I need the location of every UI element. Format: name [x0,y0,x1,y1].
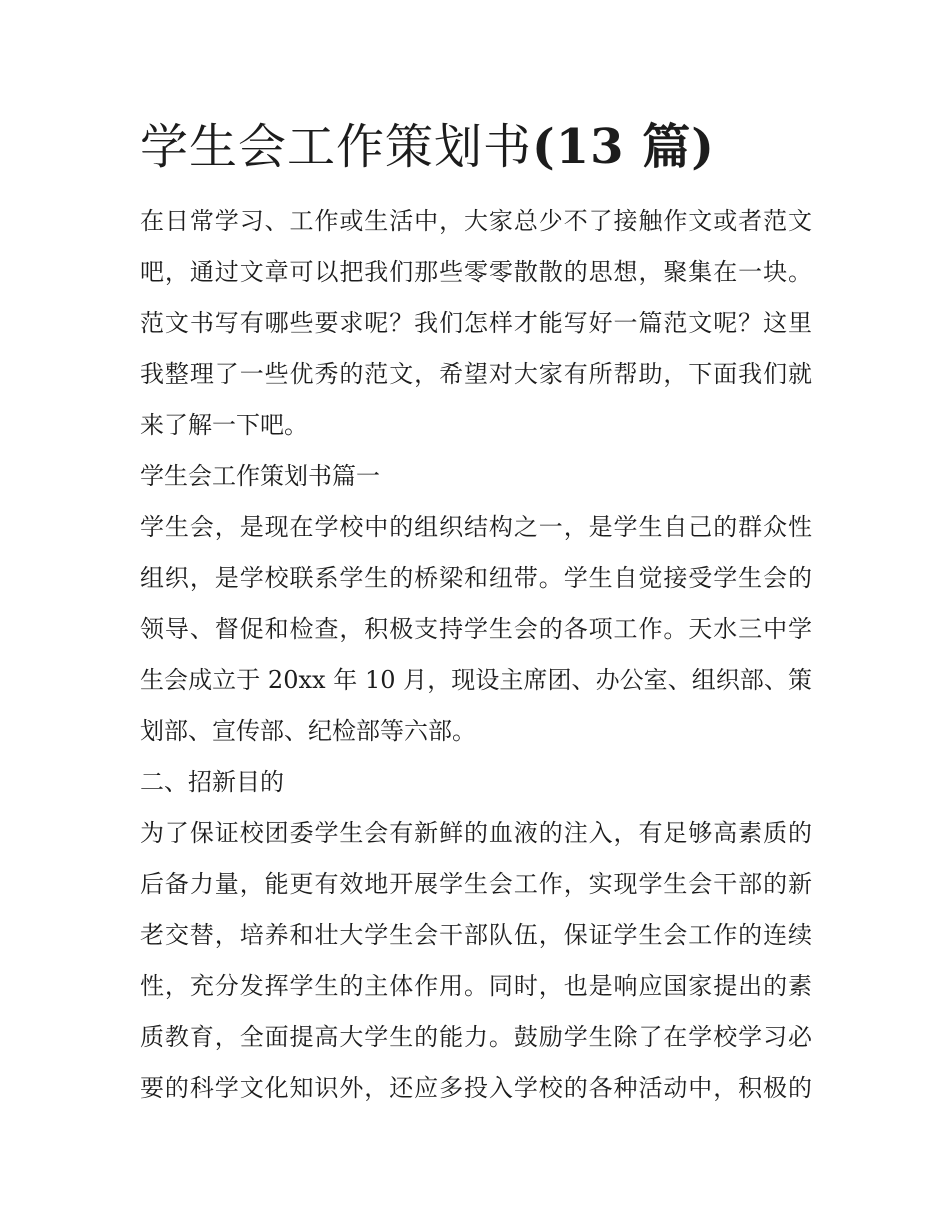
paragraph-line: 学生会，是现在学校中的组织结构之一，是学生自己的群众性 [140,513,812,541]
paragraph-line: 我整理了一些优秀的范文，希望对大家有所帮助，下面我们就 [140,360,812,388]
paragraph-line: 划部、宣传部、纪检部等六部。 [140,717,476,745]
title-main: 学生会工作策划书 [140,119,533,175]
paragraph-line: 学生会工作策划书篇一 [140,462,380,490]
paragraph-line: 范文书写有哪些要求呢？我们怎样才能写好一篇范文呢？这里 [140,309,812,337]
paragraph-line: 组织，是学校联系学生的桥梁和纽带。学生自觉接受学生会的 [140,564,812,592]
paragraph-line: 质教育，全面提高大学生的能力。鼓励学生除了在学校学习必 [140,1023,812,1051]
title-suffix: (13 篇) [532,119,715,175]
page-title [140,116,715,178]
paragraph-line: 吧，通过文章可以把我们那些零零散散的思想，聚集在一块。 [140,258,812,286]
paragraph-line: 领导、督促和检查，积极支持学生会的各项工作。天水三中学 [140,615,812,643]
paragraph-line: 要的科学文化知识外，还应多投入学校的各种活动中，积极的 [140,1074,812,1102]
document-body [140,196,812,1114]
paragraph-line: 为了保证校团委学生会有新鲜的血液的注入，有足够高素质的 [140,819,812,847]
paragraph-line: 后备力量，能更有效地开展学生会工作，实现学生会干部的新 [140,870,812,898]
paragraph-line: 老交替，培养和壮大学生会干部队伍，保证学生会工作的连续 [140,921,812,949]
paragraph-line: 性，充分发挥学生的主体作用。同时，也是响应国家提出的素 [140,972,812,1000]
paragraph-line: 生会成立于 20xx 年 10 月，现设主席团、办公室、组织部、策 [140,666,812,694]
paragraph-line: 二、招新目的 [140,768,284,796]
paragraph-line: 来了解一下吧。 [140,411,308,439]
paragraph-line: 在日常学习、工作或生活中，大家总少不了接触作文或者范文 [140,207,812,235]
